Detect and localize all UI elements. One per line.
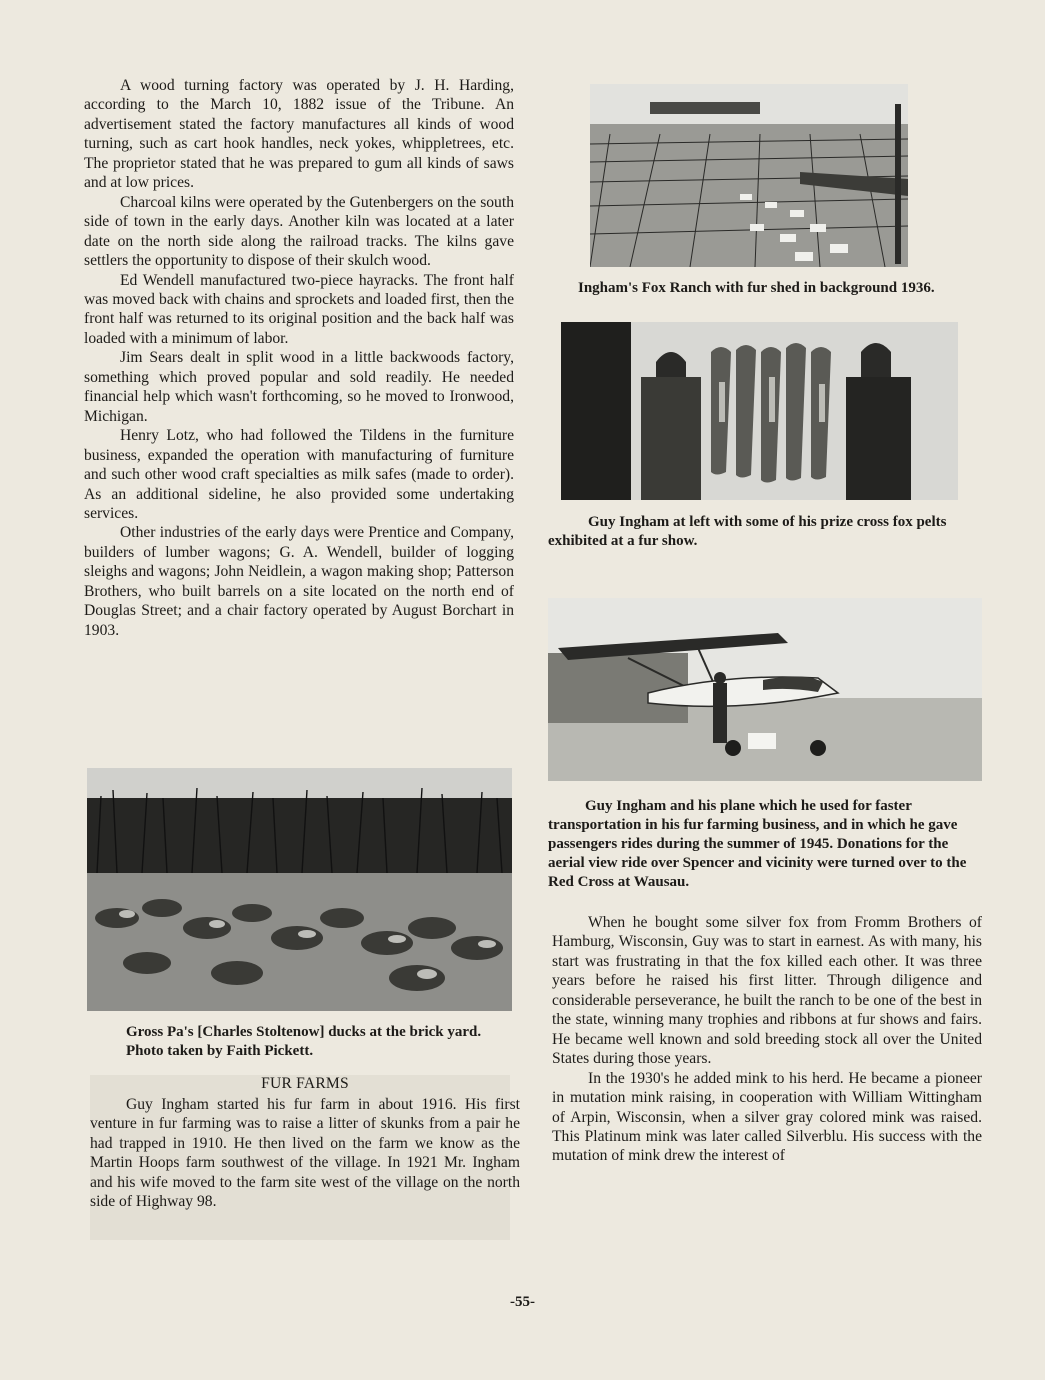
right-text-block — [552, 913, 982, 1166]
paragraph-silver-fox: When he bought some silver fox from Fromm Brothers of Hamburg, Wisconsin, Guy was to start in earnest. As with many, his start was frustrating in that the fox killed each other. It was three years before he raised his first litter. Through diligence and considerable perseverance, he built the ranch to be one of the best in the state, winning many trophies and ribbons at fur shows and fairs. He became well known and sold breeding stock all over the United States during those years. — [552, 914, 982, 1068]
plane-caption: Guy Ingham and his plane which he used for faster transportation in his fur farming business, and in which he gave passengers rides during the summer of 1945. Donations for the aerial view ride over Spencer and vicinity were turned over to the Red Cross at Wausau. — [548, 798, 967, 890]
paragraph-charcoal-kilns: Charcoal kilns were operated by the Gutenbergers on the south side of town in the early days. Another kiln was located at a later date on the north side along the railroad tracks. The kilns gave settlers the opportunity to dispose of their skulch wood. — [84, 193, 514, 270]
left-column — [84, 76, 514, 640]
fox-pelts-photo — [561, 322, 958, 500]
ranch-caption: Ingham's Fox Ranch with fur shed in background 1936. — [578, 280, 935, 296]
plane-photo — [548, 598, 982, 781]
fur-farms-section — [90, 1062, 520, 1212]
paragraph-henry-lotz: Henry Lotz, who had followed the Tildens in the furniture business, expanded the operation with manufacturing of furniture and such other wood craft specialties as milk safes (made to order). As an additional sideline, he also provided some undertaking services. — [84, 427, 514, 522]
page-number: -55- — [510, 1294, 535, 1310]
paragraph-split-wood: Jim Sears dealt in split wood in a little backwoods factory, something which proved popular and sold readily. He needed financial help which wasn't forthcoming, so he moved to Ironwood, Michigan. — [84, 349, 514, 425]
ranch-caption-block — [546, 279, 986, 298]
paragraph-wood-turning: A wood turning factory was operated by J. H. Harding, according to the March 10, 1882 issue of the Tribune. An advertisement stated the factory manufactures all kinds of wood turning, such as cart hook handles, neck yokes, whippletrees, etc. The proprietor stated that he was prepared to gum all kinds of saws and at low prices. — [84, 77, 514, 192]
paragraph-mink: In the 1930's he added mink to his herd. He became a pioneer in mutation mink raising, in cooperation with William Wittingham of Arpin, Wisconsin, when a silver gray colored mink was raised. This Platinum mink was later called Silverblu. His success with the mutation of mink drew the interest of — [552, 1069, 982, 1165]
pelts-caption: Guy Ingham at left with some of his prize cross fox pelts exhibited at a fur show. — [548, 514, 947, 549]
plane-caption-block — [548, 797, 983, 892]
ducks-photo — [87, 768, 512, 1011]
fox-ranch-photo — [590, 84, 908, 267]
paragraph-hayracks: Ed Wendell manufactured two-piece hayracks. The front half was moved back with chains and sprockets and loaded first, then the front half was returned to its original position and the back half was loaded with a minimum of labor. — [84, 271, 514, 347]
fur-farms-heading: FUR FARMS — [261, 1075, 349, 1092]
paragraph-fur-farm-start: Guy Ingham started his fur farm in about 1916. His first venture in fur farming was to raise a litter of skunks from a pair he had trapped in 1910. He then lived on the farm we know as the Martin Hoops farm southwest of the village. In 1921 Mr. Ingham and his wife moved to the farm site west of the village on the north side of Highway 98. — [90, 1096, 520, 1211]
ducks-caption-block — [126, 1023, 522, 1061]
pelts-caption-block — [548, 513, 983, 551]
ducks-caption: Gross Pa's [Charles Stoltenow] ducks at the brick yard. Photo taken by Faith Pickett. — [126, 1024, 482, 1059]
paragraph-other-industries: Other industries of the early days were Prentice and Company, builders of lumber wagons; G. A. Wendell, builder of logging sleighs and wagons; John Neidlein, a wagon making shop; Patterson Brothers, who built barrels on a site located on the north end of Douglas Street; and a chair factory operated by August Borchart in 1903. — [84, 524, 514, 639]
